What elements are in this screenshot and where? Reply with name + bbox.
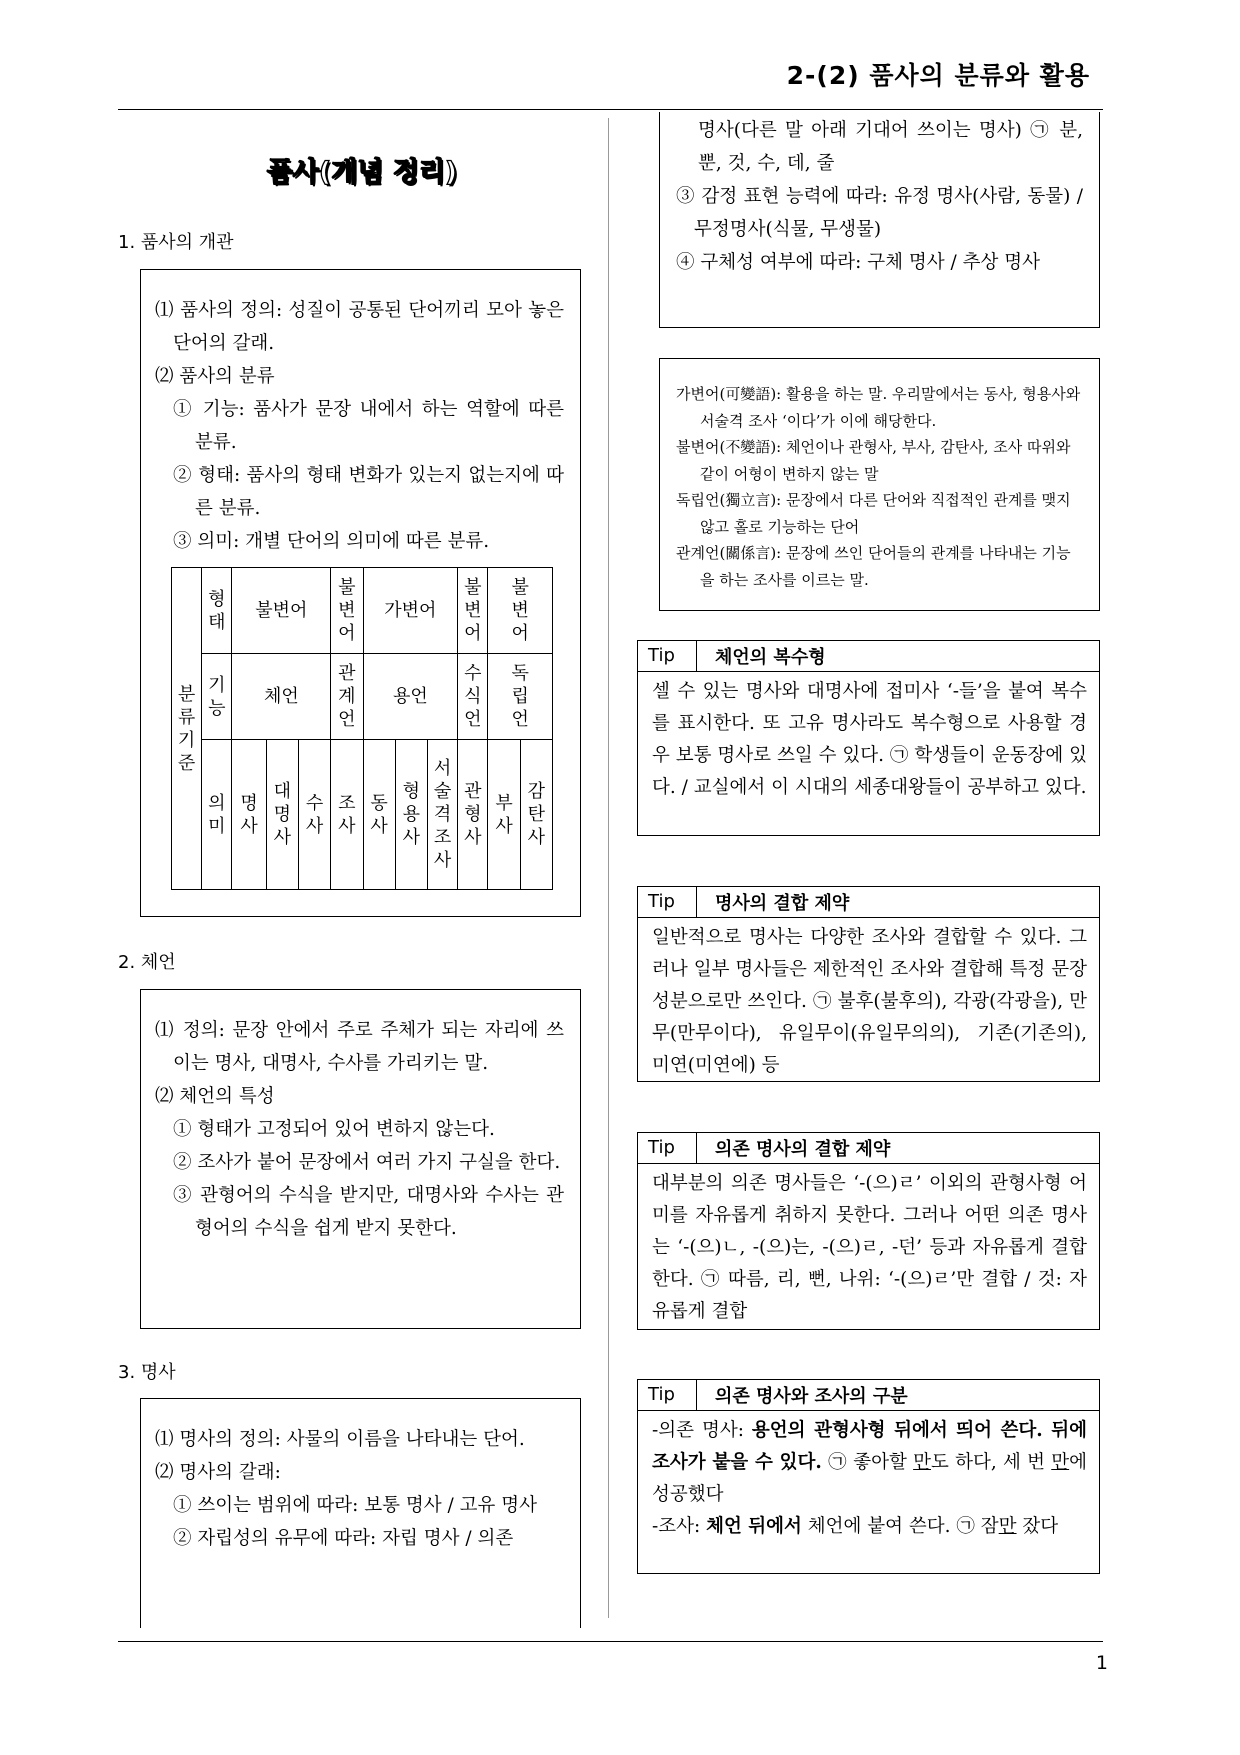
substantive-trait-3: ③ 관형어의 수식을 받지만, 대명사와 수사는 관형어의 수식을 쉽게 받지 못한다.: [173, 1185, 564, 1239]
form-invariable-2: 불변어: [331, 568, 363, 654]
meaning-pronoun: 대명사: [266, 740, 298, 890]
classification-table: [171, 567, 553, 890]
noun-type-emotion: ③ 감정 표현 능력에 따라: 유정 명사(사람, 동물) / 무정명사(식물, 무생물): [676, 186, 1083, 240]
tip-label: Tip: [638, 1133, 697, 1163]
pos-classification-heading: ⑵ 품사의 분류: [155, 366, 275, 387]
noun-type-dependent-continued: 명사(다른 말 아래 기대어 쓰이는 명사) ㉠ 분, 뿐, 것, 수, 데, 줄: [698, 120, 1083, 174]
tip-label: Tip: [638, 1380, 697, 1410]
tip-title: 명사의 결합 제약: [715, 893, 850, 914]
tip-plural-substantive: [637, 640, 1100, 836]
section-1-box: [140, 269, 581, 917]
form-invariable-4: 불변어: [488, 568, 553, 654]
noun-definition: ⑴ 명사의 정의: 사물의 이름을 나타내는 단어.: [155, 1429, 525, 1450]
pos-classification-meaning: ③ 의미: 개별 단어의 의미에 따른 분류.: [173, 531, 490, 552]
form-invariable: 불변어: [232, 568, 331, 654]
function-predicate: 용언: [363, 654, 458, 740]
substantive-trait-2: ② 조사가 붙어 문장에서 여러 가지 구실을 한다.: [173, 1152, 561, 1173]
tip-body: 대부분의 의존 명사들은 ‘-(으)ㄹ’ 이외의 관형사형 어미를 자유롭게 취하지 못한다. 그러나 어떤 의존 명사는 ‘-(으)ㄴ, -(으)는, -(으)ㄹ, -던’ 등과 자유롭게 결합한다. ㉠ 따름, 리, 뻔, 나위: ‘-(으)ㄹ’만 결합 / 것: 자유롭게 결합: [652, 1173, 1087, 1322]
glossary-box: [659, 358, 1100, 611]
meaning-adverb: 부사: [488, 740, 520, 890]
document-title: 품사(개념 정리): [266, 157, 458, 188]
glossary-independent-word: 독립언(獨立言): 문장에서 다른 단어와 직접적인 관계를 맺지 않고 홀로 기능하는 단어: [676, 491, 1071, 536]
meaning-adjective: 형용사: [395, 740, 427, 890]
function-label: 기능: [202, 654, 232, 740]
tip-label: Tip: [638, 641, 697, 671]
page-number: 1: [1095, 1652, 1108, 1674]
meaning-verb: 동사: [363, 740, 395, 890]
glossary-relational-word: 관계언(關係言): 문장에 쓰인 단어들의 관계를 나타내는 기능을 하는 조사를 이르는 말.: [676, 544, 1071, 589]
meaning-label: 의미: [202, 740, 232, 890]
tip-dependent-noun-vs-particle: [637, 1379, 1100, 1574]
tip-title: 체언의 복수형: [715, 647, 826, 668]
function-modifier: 수식언: [458, 654, 488, 740]
glossary-invariable-word: 불변어(不變語): 체언이나 관형사, 부사, 감탄사, 조사 따위와 같이 어형이 변하지 않는 말: [676, 438, 1071, 483]
section-1-heading: 1. 품사의 개관: [118, 232, 234, 253]
noun-types-heading: ⑵ 명사의 갈래:: [155, 1462, 281, 1483]
section-2-box: [140, 989, 581, 1329]
criteria-cell: 분류 기준: [172, 568, 202, 890]
noun-type-scope: ① 쓰이는 범위에 따라: 보통 명사 / 고유 명사: [173, 1495, 537, 1516]
glossary-variable-word: 가변어(可變語): 활용을 하는 말. 우리말에서는 동사, 형용사와 서술격 조사 ‘이다’가 이에 해당한다.: [676, 385, 1081, 430]
noun-type-independence: ② 자립성의 유무에 따라: 자립 명사 / 의존: [173, 1528, 514, 1549]
function-substantive: 체언: [232, 654, 331, 740]
tip-dependent-noun-constraint: [637, 1132, 1100, 1330]
meaning-particle: 조사: [331, 740, 363, 890]
section-3-heading: 3. 명사: [118, 1362, 176, 1383]
tip-title: 의존 명사와 조사의 구분: [715, 1386, 908, 1407]
tip-body: 셀 수 있는 명사와 대명사에 접미사 ‘-들’을 붙여 복수를 표시한다. 또 고유 명사라도 복수형으로 사용할 경우 보통 명사로 쓰일 수 있다. ㉠ 학생들이 운동장에 있다. / 교실에서 이 시대의 세종대왕들이 공부하고 있다.: [652, 681, 1087, 798]
footer-rule: [118, 1641, 1103, 1642]
section-2-heading: 2. 체언: [118, 952, 176, 973]
header-title: 2-(2) 품사의 분류와 활용: [786, 61, 1090, 90]
meaning-interjection: 감탄사: [520, 740, 552, 890]
meaning-noun: 명사: [232, 740, 266, 890]
substantive-traits-heading: ⑵ 체언의 특성: [155, 1086, 275, 1107]
tip-particle-line: -조사: 체언 뒤에서 체언에 붙여 쓴다. ㉠ 잠만 잤다: [652, 1516, 1059, 1537]
noun-type-concreteness: ④ 구체성 여부에 따라: 구체 명사 / 추상 명사: [676, 252, 1040, 273]
function-relational: 관계언: [331, 654, 363, 740]
tip-noun-combination-constraint: [637, 886, 1100, 1082]
meaning-determiner: 관형사: [458, 740, 488, 890]
tip-dependent-noun-line: -의존 명사: 용언의 관형사형 뒤에서 띄어 쓴다. 뒤에 조사가 붙을 수 있다. ㉠ 좋아할 만도 하다, 세 번 만에 성공했다: [652, 1420, 1087, 1505]
tip-label: Tip: [638, 887, 697, 917]
pos-classification-function: ① 기능: 품사가 문장 내에서 하는 역할에 따른 분류.: [173, 399, 564, 453]
tip-title: 의존 명사의 결합 제약: [715, 1139, 891, 1160]
meaning-copula: 서술격조사: [428, 740, 458, 890]
function-independent: 독립언: [488, 654, 553, 740]
form-label: 형태: [202, 568, 232, 654]
pos-classification-form: ② 형태: 품사의 형태 변화가 있는지 없는지에 따른 분류.: [173, 465, 564, 519]
form-invariable-3: 불변어: [458, 568, 488, 654]
substantive-definition: ⑴ 정의: 문장 안에서 주로 주체가 되는 자리에 쓰이는 명사, 대명사, 수사를 가리키는 말.: [155, 1020, 564, 1074]
section-3-continued-box: [659, 112, 1100, 328]
tip-body: 일반적으로 명사는 다양한 조사와 결합할 수 있다. 그러나 일부 명사들은 제한적인 조사와 결합해 특정 문장 성분으로만 쓰인다. ㉠ 불후(불후의), 각광(각광을), 만무(만무이다), 유일무이(유일무의의), 기존(기존의), 미연(미연에) 등: [652, 927, 1087, 1076]
column-divider: [608, 118, 609, 1618]
substantive-trait-1: ① 형태가 고정되어 있어 변하지 않는다.: [173, 1119, 495, 1140]
section-3-box: [140, 1398, 581, 1628]
form-variable: 가변어: [363, 568, 458, 654]
pos-definition: ⑴ 품사의 정의: 성질이 공통된 단어끼리 모아 놓은 단어의 갈래.: [155, 300, 564, 354]
meaning-numeral: 수사: [298, 740, 330, 890]
header-rule: [118, 109, 1103, 110]
